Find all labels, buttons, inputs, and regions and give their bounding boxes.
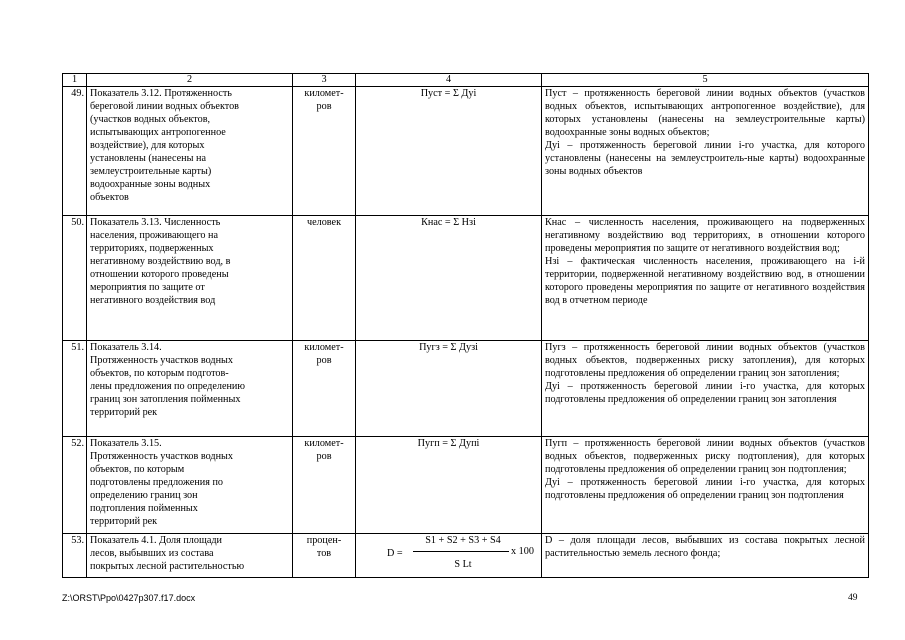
indicator-line: береговой линии водных объектов <box>90 101 239 112</box>
fraction-bar <box>413 551 509 552</box>
indicator-line: населения, проживающего на <box>90 230 219 241</box>
unit-cell <box>293 437 356 534</box>
indicator-line: лены предложения по определению <box>90 381 245 392</box>
indicator-line: водоохранные зоны водных <box>90 179 211 190</box>
formula-cell <box>356 216 542 341</box>
indicator-line: территорий рек <box>90 516 158 527</box>
formula-cell <box>356 87 542 216</box>
row-number: 53. <box>63 534 87 578</box>
header-col-1: 1 <box>63 74 87 87</box>
formula: Пугз = Σ Дузi <box>419 342 478 353</box>
formula: Пуст = Σ Дуi <box>420 88 477 99</box>
indicator-cell <box>87 534 293 578</box>
unit-line: человек <box>306 217 342 228</box>
unit-line: ров <box>316 355 332 366</box>
indicator-line: Показатель 3.13. Численность <box>90 217 221 228</box>
table-row <box>63 341 869 437</box>
unit-cell <box>293 87 356 216</box>
unit-cell <box>293 341 356 437</box>
footer-file-path: Z:\ORST\Ppo\0427p307.f17.docx <box>62 593 196 603</box>
table-row <box>63 437 869 534</box>
unit-line: километ- <box>304 438 344 449</box>
fraction-formula <box>359 534 538 572</box>
indicator-line: воздействие), для которых <box>90 140 205 151</box>
row-number: 49. <box>63 87 87 216</box>
formula-numerator: S1 + S2 + S3 + S4 <box>425 535 501 546</box>
row-number: 51. <box>63 341 87 437</box>
indicator-line: мероприятия по защите от <box>90 282 205 293</box>
indicator-cell <box>87 87 293 216</box>
indicator-cell <box>87 341 293 437</box>
table-row <box>63 534 869 578</box>
formula: Кнас = Σ Нзi <box>421 217 476 228</box>
formula-cell <box>356 437 542 534</box>
indicator-line: Показатель 3.12. Протяженность <box>90 88 232 99</box>
header-col-3: 3 <box>293 74 356 87</box>
description-paragraph: Пугз – протяженность береговой линии водных объектов (участков водных объектов, подверженных риску затопления), для которых подготовлены предложения об определении границ зон затопления; <box>545 342 865 379</box>
row-number: 50. <box>63 216 87 341</box>
formula-lhs: D = <box>387 548 403 559</box>
footer-page-number: 49 <box>848 593 858 603</box>
unit-line: ров <box>316 451 332 462</box>
indicators-table <box>62 73 869 578</box>
description-paragraph: Пуст – протяженность береговой линии водных объектов (участков водных объектов, испытывающих антропогенное воздействие), для которых установлены (нанесены на землеустроительные карты) водоохранные зоны водных объектов; <box>545 88 865 138</box>
header-col-2: 2 <box>87 74 293 87</box>
indicator-line: покрытых лесной растительностью <box>90 561 245 572</box>
indicator-cell <box>87 216 293 341</box>
formula-denominator: S Lt <box>454 559 472 570</box>
row-number: 52. <box>63 437 87 534</box>
indicator-line: подтопления пойменных <box>90 503 198 514</box>
description-cell <box>542 341 869 437</box>
description-paragraph: Дуi – протяженность береговой линии i-го участка, для которых подготовлены предложения об определении границ зон подтопления <box>545 477 865 501</box>
indicator-line: негативному воздействию вод, в <box>90 256 231 267</box>
indicator-cell <box>87 437 293 534</box>
description-cell <box>542 437 869 534</box>
formula: Пугп = Σ Дупi <box>417 438 480 449</box>
indicator-line: (участков водных объектов, <box>90 114 211 125</box>
table-row <box>63 87 869 216</box>
description-cell <box>542 87 869 216</box>
formula-multiplier: x 100 <box>511 546 534 557</box>
indicator-line: объектов, по которым <box>90 464 185 475</box>
unit-line: километ- <box>304 342 344 353</box>
description-cell <box>542 216 869 341</box>
table-row <box>63 216 869 341</box>
indicator-line: Показатель 3.14. <box>90 342 162 353</box>
indicator-line: Протяженность участков водных <box>90 355 233 366</box>
indicator-line: объектов <box>90 192 129 203</box>
unit-cell <box>293 216 356 341</box>
unit-line: ров <box>316 101 332 112</box>
description-paragraph: Нзi – фактическая численность населения, проживающего на i-й территории, подверженной негативному воздействию вод, в отношении которого проведены мероприятия по защите от негативного воздействия вод в отчетном периоде <box>545 256 865 306</box>
indicator-line: испытывающих антропогенное <box>90 127 226 138</box>
indicator-line: подготовлены предложения по <box>90 477 224 488</box>
indicator-line: Показатель 3.15. <box>90 438 162 449</box>
unit-line: тов <box>316 548 332 559</box>
indicator-line: установлены (нанесены на <box>90 153 206 164</box>
indicator-line: отношении которого проведены <box>90 269 229 280</box>
description-paragraph: Дуi – протяженность береговой линии i-го участка, для которых подготовлены предложения об определении границ зон затопления <box>545 381 865 405</box>
description-cell <box>542 534 869 578</box>
indicator-line: территорий рек <box>90 407 158 418</box>
indicator-line: объектов, по которым подготов- <box>90 368 229 379</box>
indicator-line: негативного воздействия вод <box>90 295 216 306</box>
description-paragraph: Дуi – протяженность береговой линии i-го участка, для которого установлены (нанесены на землеустроитель-ные карты) водоохранные зоны водных объектов <box>545 140 865 177</box>
unit-line: процен- <box>306 535 342 546</box>
unit-cell <box>293 534 356 578</box>
indicator-line: землеустроительные карты) <box>90 166 212 177</box>
table-header-row <box>63 74 869 87</box>
unit-line: километ- <box>304 88 344 99</box>
indicator-line: лесов, выбывших из состава <box>90 548 214 559</box>
indicator-line: Протяженность участков водных <box>90 451 233 462</box>
header-col-5: 5 <box>542 74 869 87</box>
indicator-line: определению границ зон <box>90 490 198 501</box>
indicator-line: границ зон затопления пойменных <box>90 394 241 405</box>
formula-cell <box>356 534 542 578</box>
description-paragraph: Пугп – протяженность береговой линии водных объектов (участков водных объектов, подверженных риску подтопления), для которых подготовлены предложения об определении границ зон подтопления; <box>545 438 865 475</box>
header-col-4: 4 <box>356 74 542 87</box>
indicator-line: территориях, подверженных <box>90 243 214 254</box>
formula-cell <box>356 341 542 437</box>
description-paragraph: Кнас – численность населения, проживающего на подверженных негативному воздействию вод территориях, в отношении которого проведены мероприятия по защите от негативного воздействия вод; <box>545 217 865 254</box>
indicator-line: Показатель 4.1. Доля площади <box>90 535 222 546</box>
description-paragraph: D – доля площади лесов, выбывших из состава покрытых лесной растительностью земель лесного фонда; <box>545 535 865 559</box>
